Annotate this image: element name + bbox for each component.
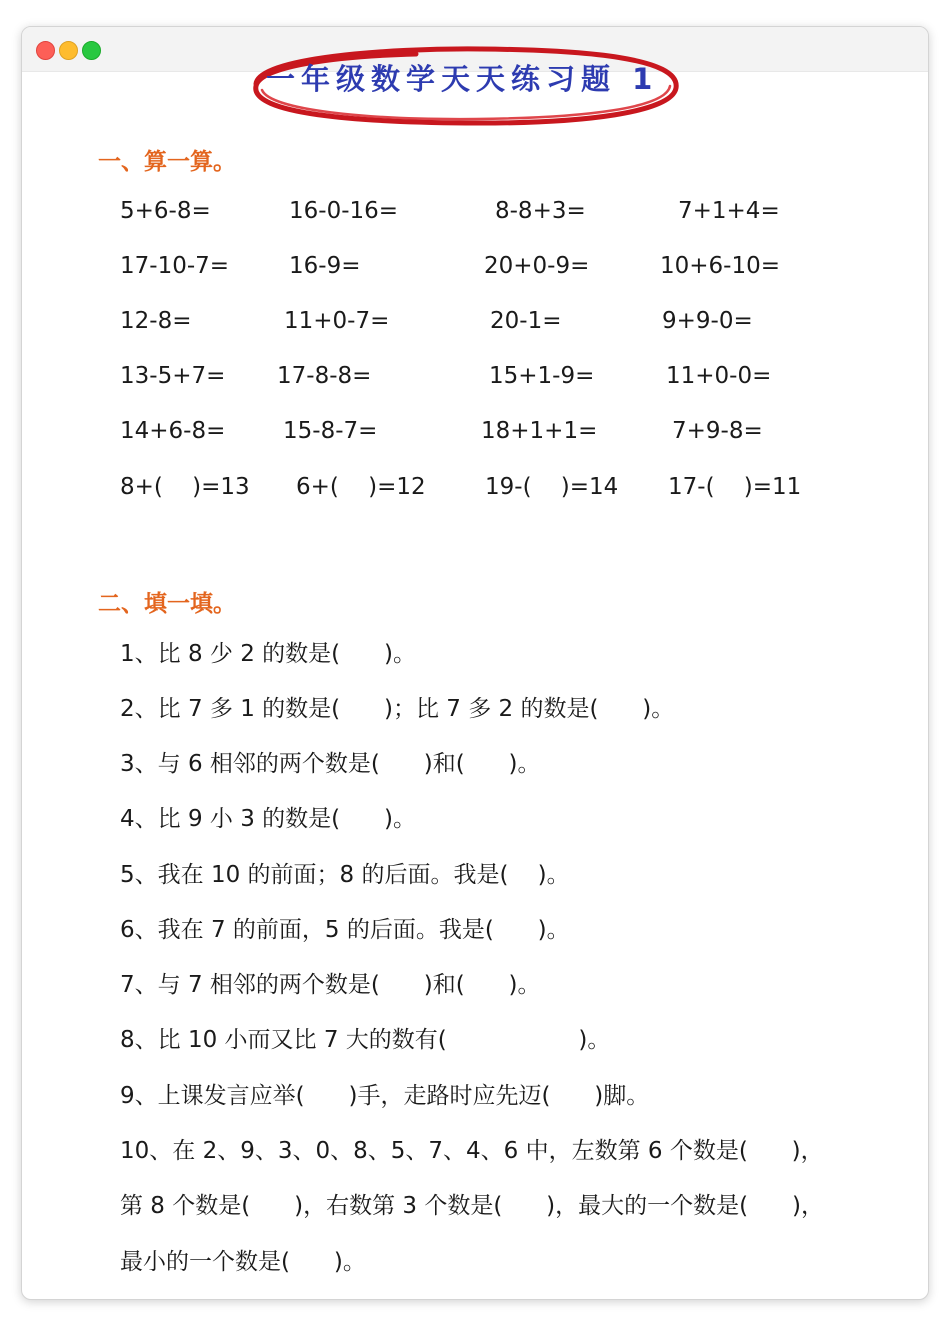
fill-blank-problem: 8+( )=13 [120, 474, 250, 500]
question-line: 第 8 个数是( )，右数第 3 个数是( )，最大的一个数是( )， [120, 1193, 824, 1219]
fill-blank-problem: 6+( )=12 [296, 474, 426, 500]
arithmetic-problem: 11+0-0= [666, 363, 772, 389]
arithmetic-problem: 7+9-8= [672, 418, 763, 444]
section-heading-fill-in: 二、填一填。 [98, 591, 236, 617]
arithmetic-problem: 10+6-10= [660, 253, 781, 279]
arithmetic-problem: 15+1-9= [489, 363, 595, 389]
fill-blank-problem: 19-( )=14 [485, 474, 619, 500]
fill-blank-problem: 17-( )=11 [668, 474, 802, 500]
question-line: 6、我在 7 的前面，5 的后面。我是( )。 [120, 917, 570, 943]
close-window-button[interactable] [36, 41, 55, 60]
maximize-window-button[interactable] [82, 41, 101, 60]
minimize-window-button[interactable] [59, 41, 78, 60]
question-line: 2、比 7 多 1 的数是( )；比 7 多 2 的数是( )。 [120, 696, 675, 722]
question-line: 10、在 2、9、3、0、8、5、7、4、6 中，左数第 6 个数是( )， [120, 1138, 824, 1164]
arithmetic-problem: 9+9-0= [662, 308, 753, 334]
arithmetic-problem: 8-8+3= [495, 198, 586, 224]
arithmetic-problem: 11+0-7= [284, 308, 390, 334]
question-line: 9、上课发言应举( )手，走路时应先迈( )脚。 [120, 1083, 650, 1109]
section-heading-calculate: 一、算一算。 [98, 149, 236, 175]
arithmetic-problem: 13-5+7= [120, 363, 226, 389]
arithmetic-problem: 18+1+1= [481, 418, 598, 444]
title-banner [226, 44, 686, 128]
question-line: 5、我在 10 的前面；8 的后面。我是( )。 [120, 862, 570, 888]
question-line: 最小的一个数是( )。 [120, 1249, 366, 1275]
question-line: 3、与 6 相邻的两个数是( )和( )。 [120, 751, 541, 777]
question-line: 1、比 8 少 2 的数是( )。 [120, 641, 416, 667]
arithmetic-problem: 16-9= [289, 253, 361, 279]
arithmetic-problem: 17-10-7= [120, 253, 230, 279]
question-line: 7、与 7 相邻的两个数是( )和( )。 [120, 972, 541, 998]
page-title: 一年级数学天天练习题 1 [266, 62, 659, 96]
arithmetic-problem: 20+0-9= [484, 253, 590, 279]
arithmetic-problem: 15-8-7= [283, 418, 378, 444]
arithmetic-problem: 16-0-16= [289, 198, 399, 224]
arithmetic-problem: 5+6-8= [120, 198, 211, 224]
question-line: 8、比 10 小而又比 7 大的数有( )。 [120, 1027, 611, 1053]
arithmetic-problem: 7+1+4= [678, 198, 780, 224]
arithmetic-problem: 17-8-8= [277, 363, 372, 389]
question-line: 4、比 9 小 3 的数是( )。 [120, 806, 416, 832]
arithmetic-problem: 14+6-8= [120, 418, 226, 444]
arithmetic-problem: 12-8= [120, 308, 192, 334]
arithmetic-problem: 20-1= [490, 308, 562, 334]
